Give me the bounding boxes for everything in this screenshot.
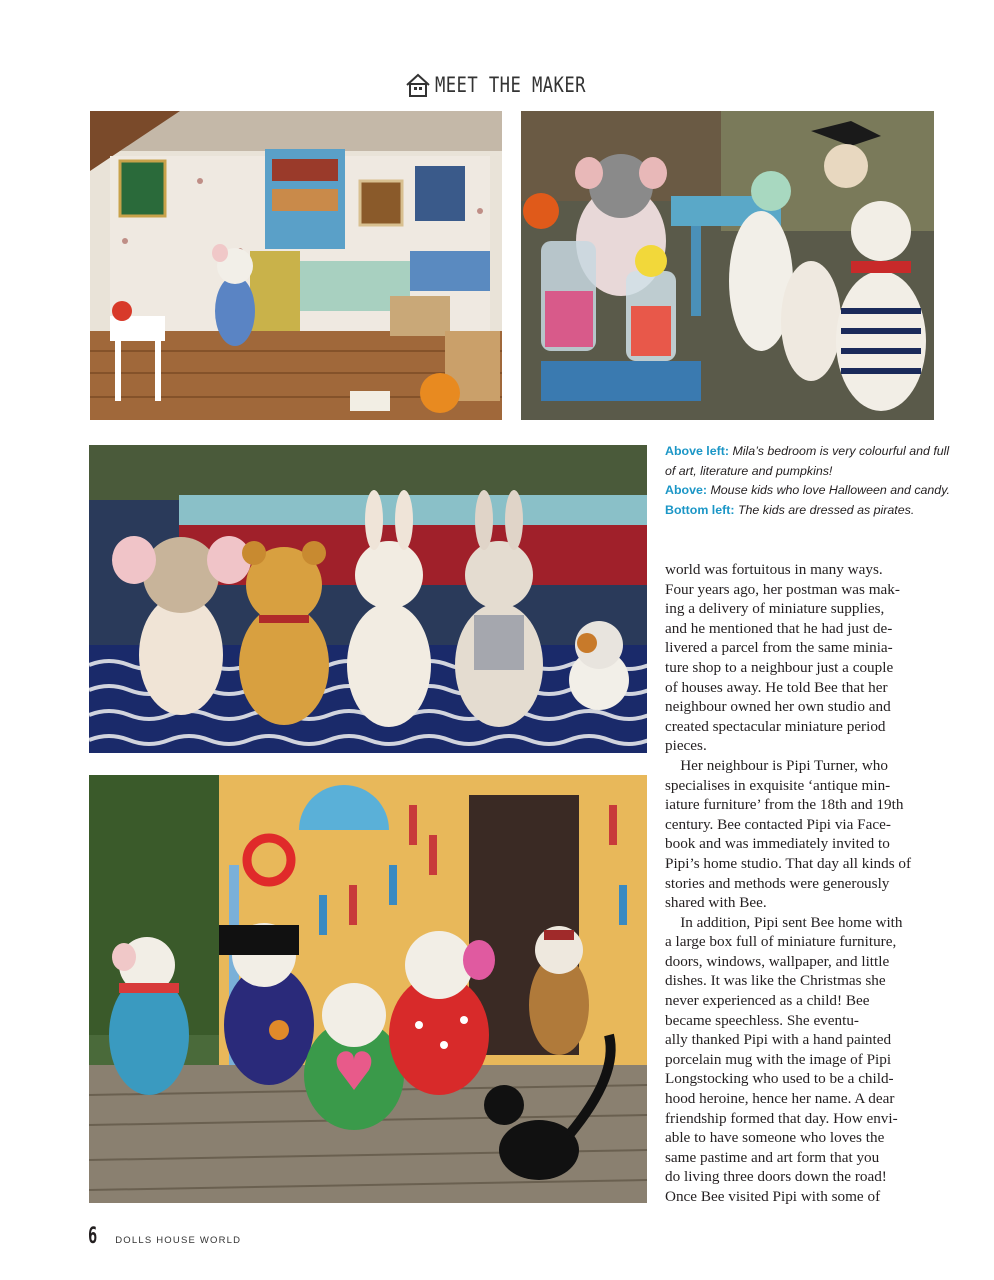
section-header: [0, 72, 994, 98]
article-line: a large box full of miniature furniture,: [665, 933, 897, 951]
article-body: [665, 560, 943, 1207]
article-line: livered a parcel from the same minia-: [665, 639, 893, 657]
caption-label: Above:: [665, 483, 707, 497]
article-line: pieces.: [665, 737, 707, 755]
caption-bottom-left: [665, 501, 950, 521]
article-line: Her neighbour is Pipi Turner, who: [665, 756, 888, 774]
magazine-name: DOLLS HOUSE WORLD: [115, 1235, 242, 1246]
article-line: never experienced as a child! Bee: [665, 992, 870, 1010]
article-line: same pastime and art form that you: [665, 1148, 880, 1166]
photo-mouse-bedroom: [90, 111, 502, 420]
article-line: able to have someone who loves the: [665, 1129, 885, 1147]
article-line: shared with Bee.: [665, 894, 767, 912]
article-line: porcelain mug with the image of Pipi: [665, 1050, 892, 1068]
article-line: Four years ago, her postman was mak-: [665, 580, 900, 598]
page-number: 6: [88, 1224, 98, 1249]
section-title: MEET THE MAKER: [434, 73, 586, 97]
article-line: iature furniture’ from the 18th and 19th: [665, 796, 904, 814]
article-line: doors, windows, wallpaper, and little: [665, 952, 890, 970]
article-line: stories and methods were generously: [665, 874, 890, 892]
article-line: ally thanked Pipi with a hand painted: [665, 1031, 892, 1049]
article-line: became speechless. She eventu-: [665, 1011, 859, 1029]
article-line: of houses away. He told Bee that her: [665, 678, 888, 696]
article-line: world was fortuitous in many ways.: [665, 561, 883, 578]
article-line: Longstocking who used to be a child-: [665, 1070, 894, 1088]
caption-label: Bottom left:: [665, 502, 735, 517]
article-line: century. Bee contacted Pipi via Face-: [665, 815, 891, 833]
house-icon: [405, 72, 431, 98]
caption-text: The kids are dressed as pirates.: [737, 502, 915, 517]
caption-above: [665, 481, 950, 501]
article-line: friendship formed that day. How envi-: [665, 1109, 898, 1127]
caption-above-left: [665, 442, 950, 481]
article-line: created spectacular miniature period: [665, 717, 886, 735]
photo-halloween-mice: [521, 111, 934, 420]
article-line: neighbour owned her own studio and: [665, 698, 891, 716]
page-footer: [88, 1224, 241, 1249]
article-line: ing a delivery of miniature supplies,: [665, 600, 885, 618]
article-line: In addition, Pipi sent Bee home with: [665, 913, 903, 931]
photo-pirate-mice: [89, 775, 647, 1203]
photo-captions: [665, 442, 950, 520]
article-line: book and was immediately invited to: [665, 835, 890, 853]
article-line: dishes. It was like the Christmas she: [665, 972, 886, 990]
article-line: Pipi’s home studio. That day all kinds of: [665, 854, 912, 872]
caption-text: Mouse kids who love Halloween and candy.: [710, 483, 950, 497]
caption-label: Above left:: [665, 444, 730, 458]
article-line: do living three doors down the road!: [665, 1168, 887, 1186]
article-line: hood heroine, hence her name. A dear: [665, 1090, 895, 1108]
photo-plush-animals-shelf: [89, 445, 647, 753]
article-line: ture shop to a neighbour just a couple: [665, 658, 894, 676]
article-line: specialises in exquisite ‘antique min-: [665, 776, 891, 794]
article-line: and he mentioned that he had just de-: [665, 619, 893, 637]
caption-text: Mila’s bedroom is very colourful and full of art, literature and pumpkins!: [665, 444, 950, 478]
article-line: Once Bee visited Pipi with some of: [665, 1188, 881, 1205]
